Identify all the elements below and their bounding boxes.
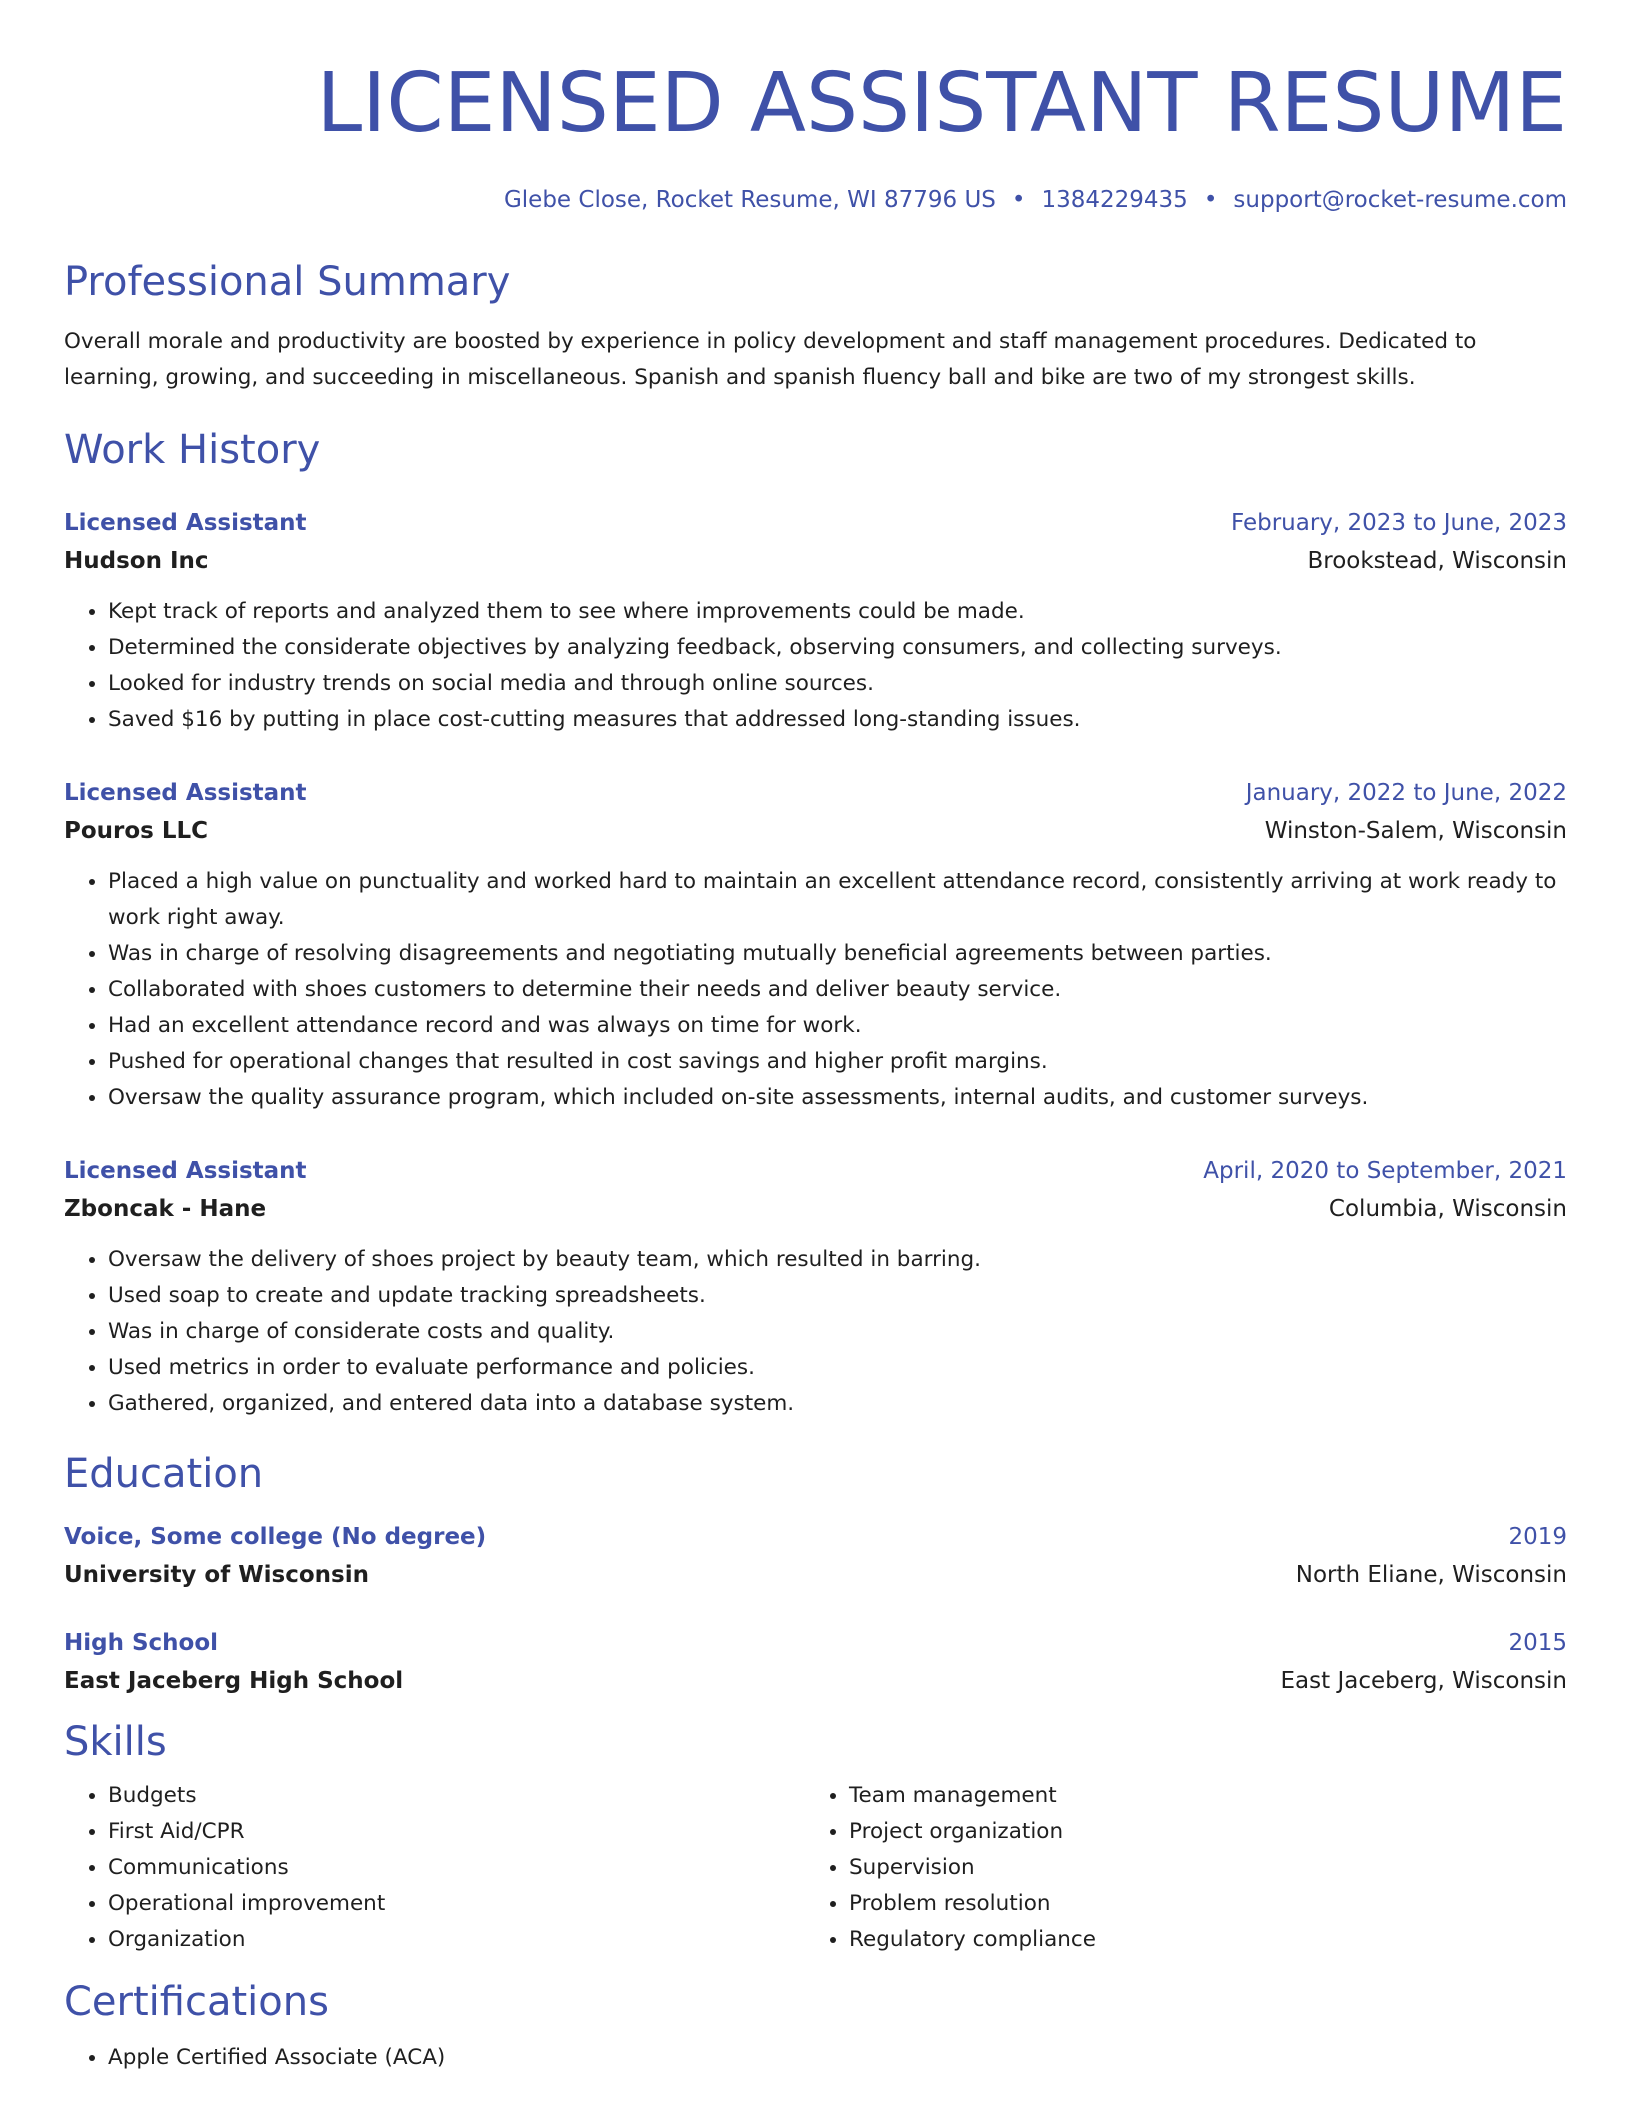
job-entry (64, 1152, 1567, 1422)
job-bullet: • Oversaw the quality assurance program, which included on-site assessments, internal audits, and customer surveys. (108, 1080, 1567, 1116)
job-role: Licensed Assistant (64, 780, 307, 806)
resume-page (64, 0, 1567, 2076)
education-entry (64, 1624, 1567, 1700)
job-company: Pouros LLC (64, 818, 209, 844)
job-bullet: • Looked for industry trends on social media and through online sources. (108, 666, 1567, 702)
skill-item: • First Aid/CPR (108, 1814, 805, 1850)
skill-item: • Organization (108, 1922, 805, 1958)
job-location: Brookstead, Wisconsin (1307, 548, 1567, 574)
job-bullet: • Gathered, organized, and entered data into a database system. (108, 1386, 1567, 1422)
job-company: Hudson Inc (64, 548, 209, 574)
job-bullet: • Had an excellent attendance record and was always on time for work. (108, 1008, 1567, 1044)
job-entry (64, 504, 1567, 738)
education-location: East Jaceberg, Wisconsin (1280, 1668, 1567, 1694)
summary-text: Overall morale and productivity are boosted by experience in policy development and staff management procedures. Dedicated to learning, growing, and succeeding in miscellaneous. Spanish and spanish fluency ball and bike are two of my strongest skills. (64, 329, 1477, 390)
job-bullet: • Determined the considerate objectives by analyzing feedback, observing consumers, and collecting surveys. (108, 630, 1567, 666)
job-bullet: • Was in charge of resolving disagreements and negotiating mutually beneficial agreements between parties. (108, 936, 1567, 972)
skill-item: • Regulatory compliance (849, 1922, 1546, 1958)
job-bullet: • Placed a high value on punctuality and worked hard to maintain an excellent attendance record, consistently arriving at work ready to work right away. (108, 864, 1567, 936)
job-role: Licensed Assistant (64, 1158, 307, 1184)
job-dates: April, 2020 to September, 2021 (1203, 1158, 1567, 1184)
job-bullet: • Oversaw the delivery of shoes project by beauty team, which resulted in barring. (108, 1242, 1567, 1278)
skill-item: • Project organization (849, 1814, 1546, 1850)
education-year: 2019 (1508, 1524, 1567, 1550)
skills-column-right (805, 1778, 1546, 1958)
job-bullet: • Saved $16 by putting in place cost-cutting measures that addressed long-standing issues. (108, 702, 1567, 738)
section-heading-education: Education (64, 1451, 264, 1497)
contact-phone: 1384229435 (1041, 187, 1188, 213)
job-bullet: • Used soap to create and update tracking spreadsheets. (108, 1278, 1567, 1314)
job-bullets (64, 594, 1567, 738)
skill-item: • Team management (849, 1778, 1546, 1814)
education-school: University of Wisconsin (64, 1562, 369, 1588)
job-bullet: • Kept track of reports and analyzed them to see where improvements could be made. (108, 594, 1567, 630)
job-bullet: • Used metrics in order to evaluate performance and policies. (108, 1350, 1567, 1386)
education-degree: High School (64, 1630, 219, 1656)
contact-separator: • (1203, 187, 1218, 213)
skill-item: • Problem resolution (849, 1886, 1546, 1922)
contact-email: support@rocket-resume.com (1233, 187, 1567, 213)
section-heading-work: Work History (64, 427, 321, 473)
skills-column-left (64, 1778, 805, 1958)
job-role: Licensed Assistant (64, 510, 307, 536)
education-school: East Jaceberg High School (64, 1668, 404, 1694)
certification-item: • Apple Certified Associate (ACA) (108, 2040, 1567, 2076)
job-company: Zboncak - Hane (64, 1196, 267, 1222)
skill-item: • Supervision (849, 1850, 1546, 1886)
section-heading-skills: Skills (64, 1719, 167, 1765)
contact-line (64, 186, 1567, 214)
education-degree: Voice, Some college (No degree) (64, 1524, 487, 1550)
job-entry (64, 774, 1567, 1116)
section-heading-certifications: Certifications (64, 1979, 329, 2025)
job-bullets (64, 1242, 1567, 1422)
skill-item: • Budgets (108, 1778, 805, 1814)
contact-separator: • (1011, 187, 1026, 213)
job-bullet: • Collaborated with shoes customers to determine their needs and deliver beauty service. (108, 972, 1567, 1008)
job-location: Columbia, Wisconsin (1328, 1196, 1567, 1222)
certifications-list (64, 2040, 1567, 2076)
contact-address: Glebe Close, Rocket Resume, WI 87796 US (503, 187, 996, 213)
education-year: 2015 (1508, 1630, 1567, 1656)
resume-header (64, 58, 1567, 214)
skill-item: • Operational improvement (108, 1886, 805, 1922)
education-location: North Eliane, Wisconsin (1295, 1562, 1567, 1588)
job-location: Winston-Salem, Wisconsin (1264, 818, 1567, 844)
job-dates: January, 2022 to June, 2022 (1245, 780, 1567, 806)
skill-item: • Communications (108, 1850, 805, 1886)
section-heading-summary: Professional Summary (64, 259, 511, 305)
skills-grid (64, 1778, 1567, 1958)
job-dates: February, 2023 to June, 2023 (1230, 510, 1567, 536)
education-entry (64, 1518, 1567, 1594)
job-bullet: • Was in charge of considerate costs and quality. (108, 1314, 1567, 1350)
resume-title: LICENSED ASSISTANT RESUME (316, 56, 1567, 151)
job-bullet: • Pushed for operational changes that resulted in cost savings and higher profit margins. (108, 1044, 1567, 1080)
job-bullets (64, 864, 1567, 1116)
